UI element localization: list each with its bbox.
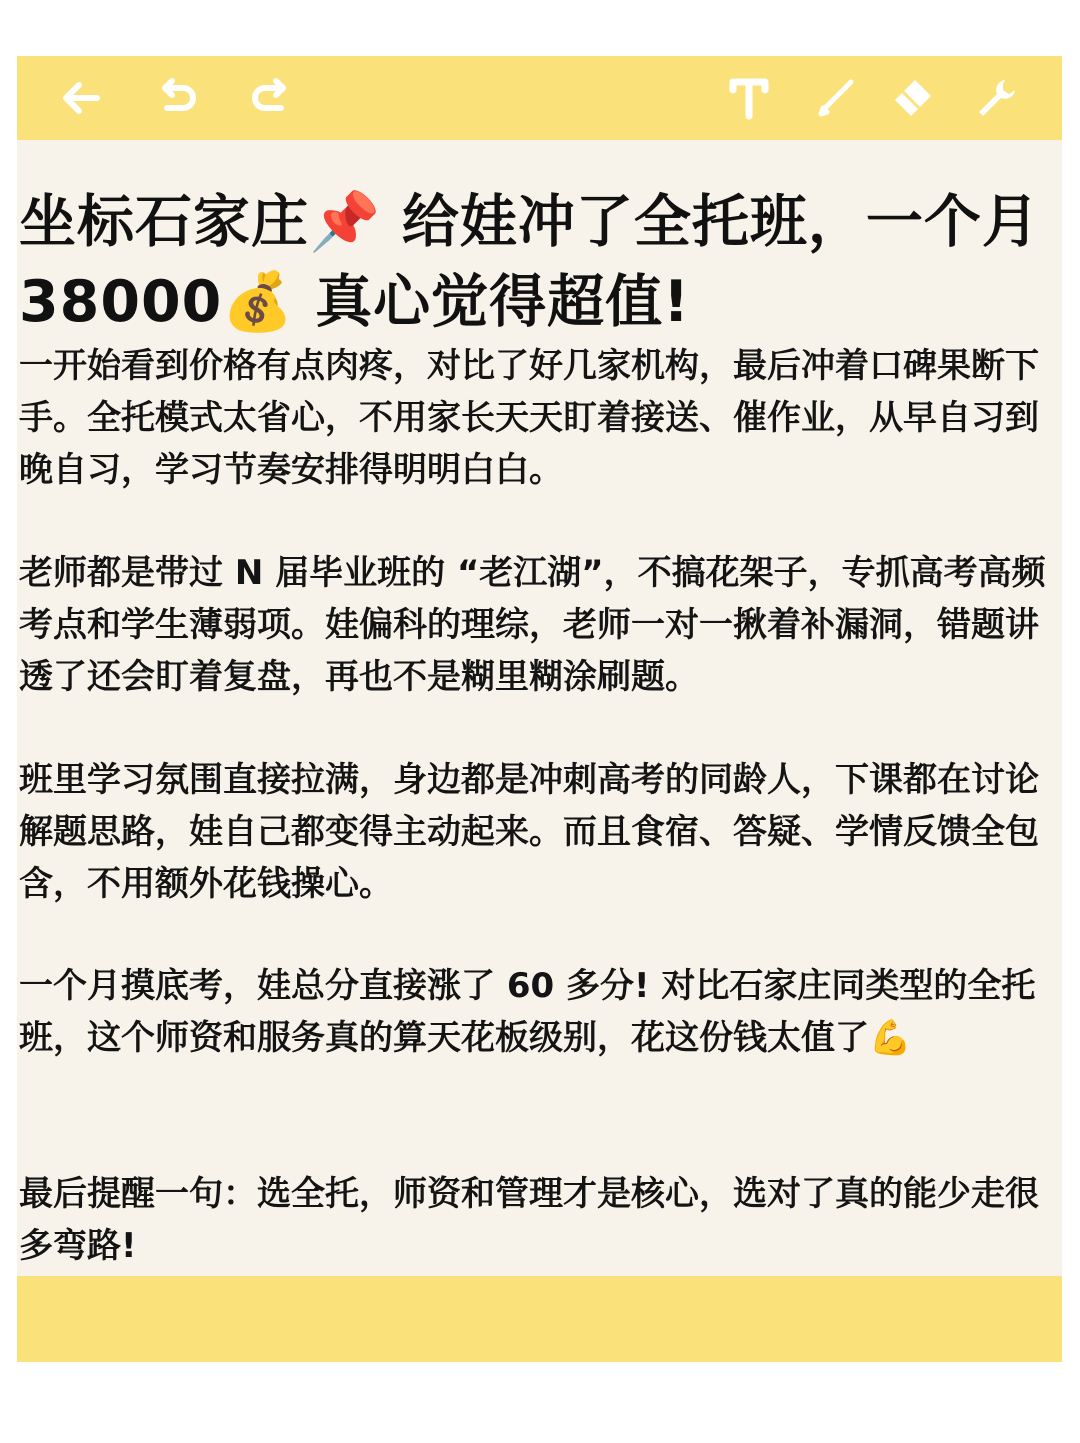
editor-toolbar — [17, 56, 1062, 140]
paragraph-atmosphere: 班里学习氛围直接拉满，身边都是冲刺高考的同龄人，下课都在讨论解题思路，娃自己都变得主动起来。而且食宿、答疑、学情反馈全包含，不用额外花钱操心。 — [19, 760, 1039, 904]
wrench-icon[interactable] — [971, 74, 1019, 122]
paragraph-results: 一个月摸底考，娃总分直接涨了 60 多分! 对比石家庄同类型的全托班，这个师资和服务真的算天花板级别，花这份钱太值了💪 — [19, 966, 1036, 1058]
note-page — [17, 56, 1062, 1362]
undo-icon[interactable] — [155, 74, 203, 122]
paragraph-reminder: 最后提醒一句：选全托，师资和管理才是核心，选对了真的能少走很多弯路! — [19, 1174, 1039, 1266]
eraser-icon[interactable] — [889, 74, 937, 122]
note-content — [17, 140, 1062, 1276]
paragraph-teachers: 老师都是带过 N 届毕业班的 “老江湖”，不搞花架子，专抓高考高频考点和学生薄弱项。娃偏科的理综，老师一对一揪着补漏洞，错题讲透了还会盯着复盘，再也不是糊里糊涂刷题。 — [19, 553, 1046, 697]
footer-bar — [17, 1276, 1062, 1362]
pen-tool-icon[interactable] — [811, 74, 859, 122]
back-arrow-icon[interactable] — [57, 74, 105, 122]
text-tool-icon[interactable] — [725, 74, 773, 122]
paragraph-price: 一开始看到价格有点肉疼，对比了好几家机构，最后冲着口碑果断下手。全托模式太省心，不用家长天天盯着接送、催作业，从早自习到晚自习，学习节奏安排得明明白白。 — [19, 346, 1039, 490]
post-title: 坐标石家庄📌 给娃冲了全托班，一个月38000💰 真心觉得超值! — [19, 189, 1040, 335]
redo-icon[interactable] — [245, 74, 293, 122]
